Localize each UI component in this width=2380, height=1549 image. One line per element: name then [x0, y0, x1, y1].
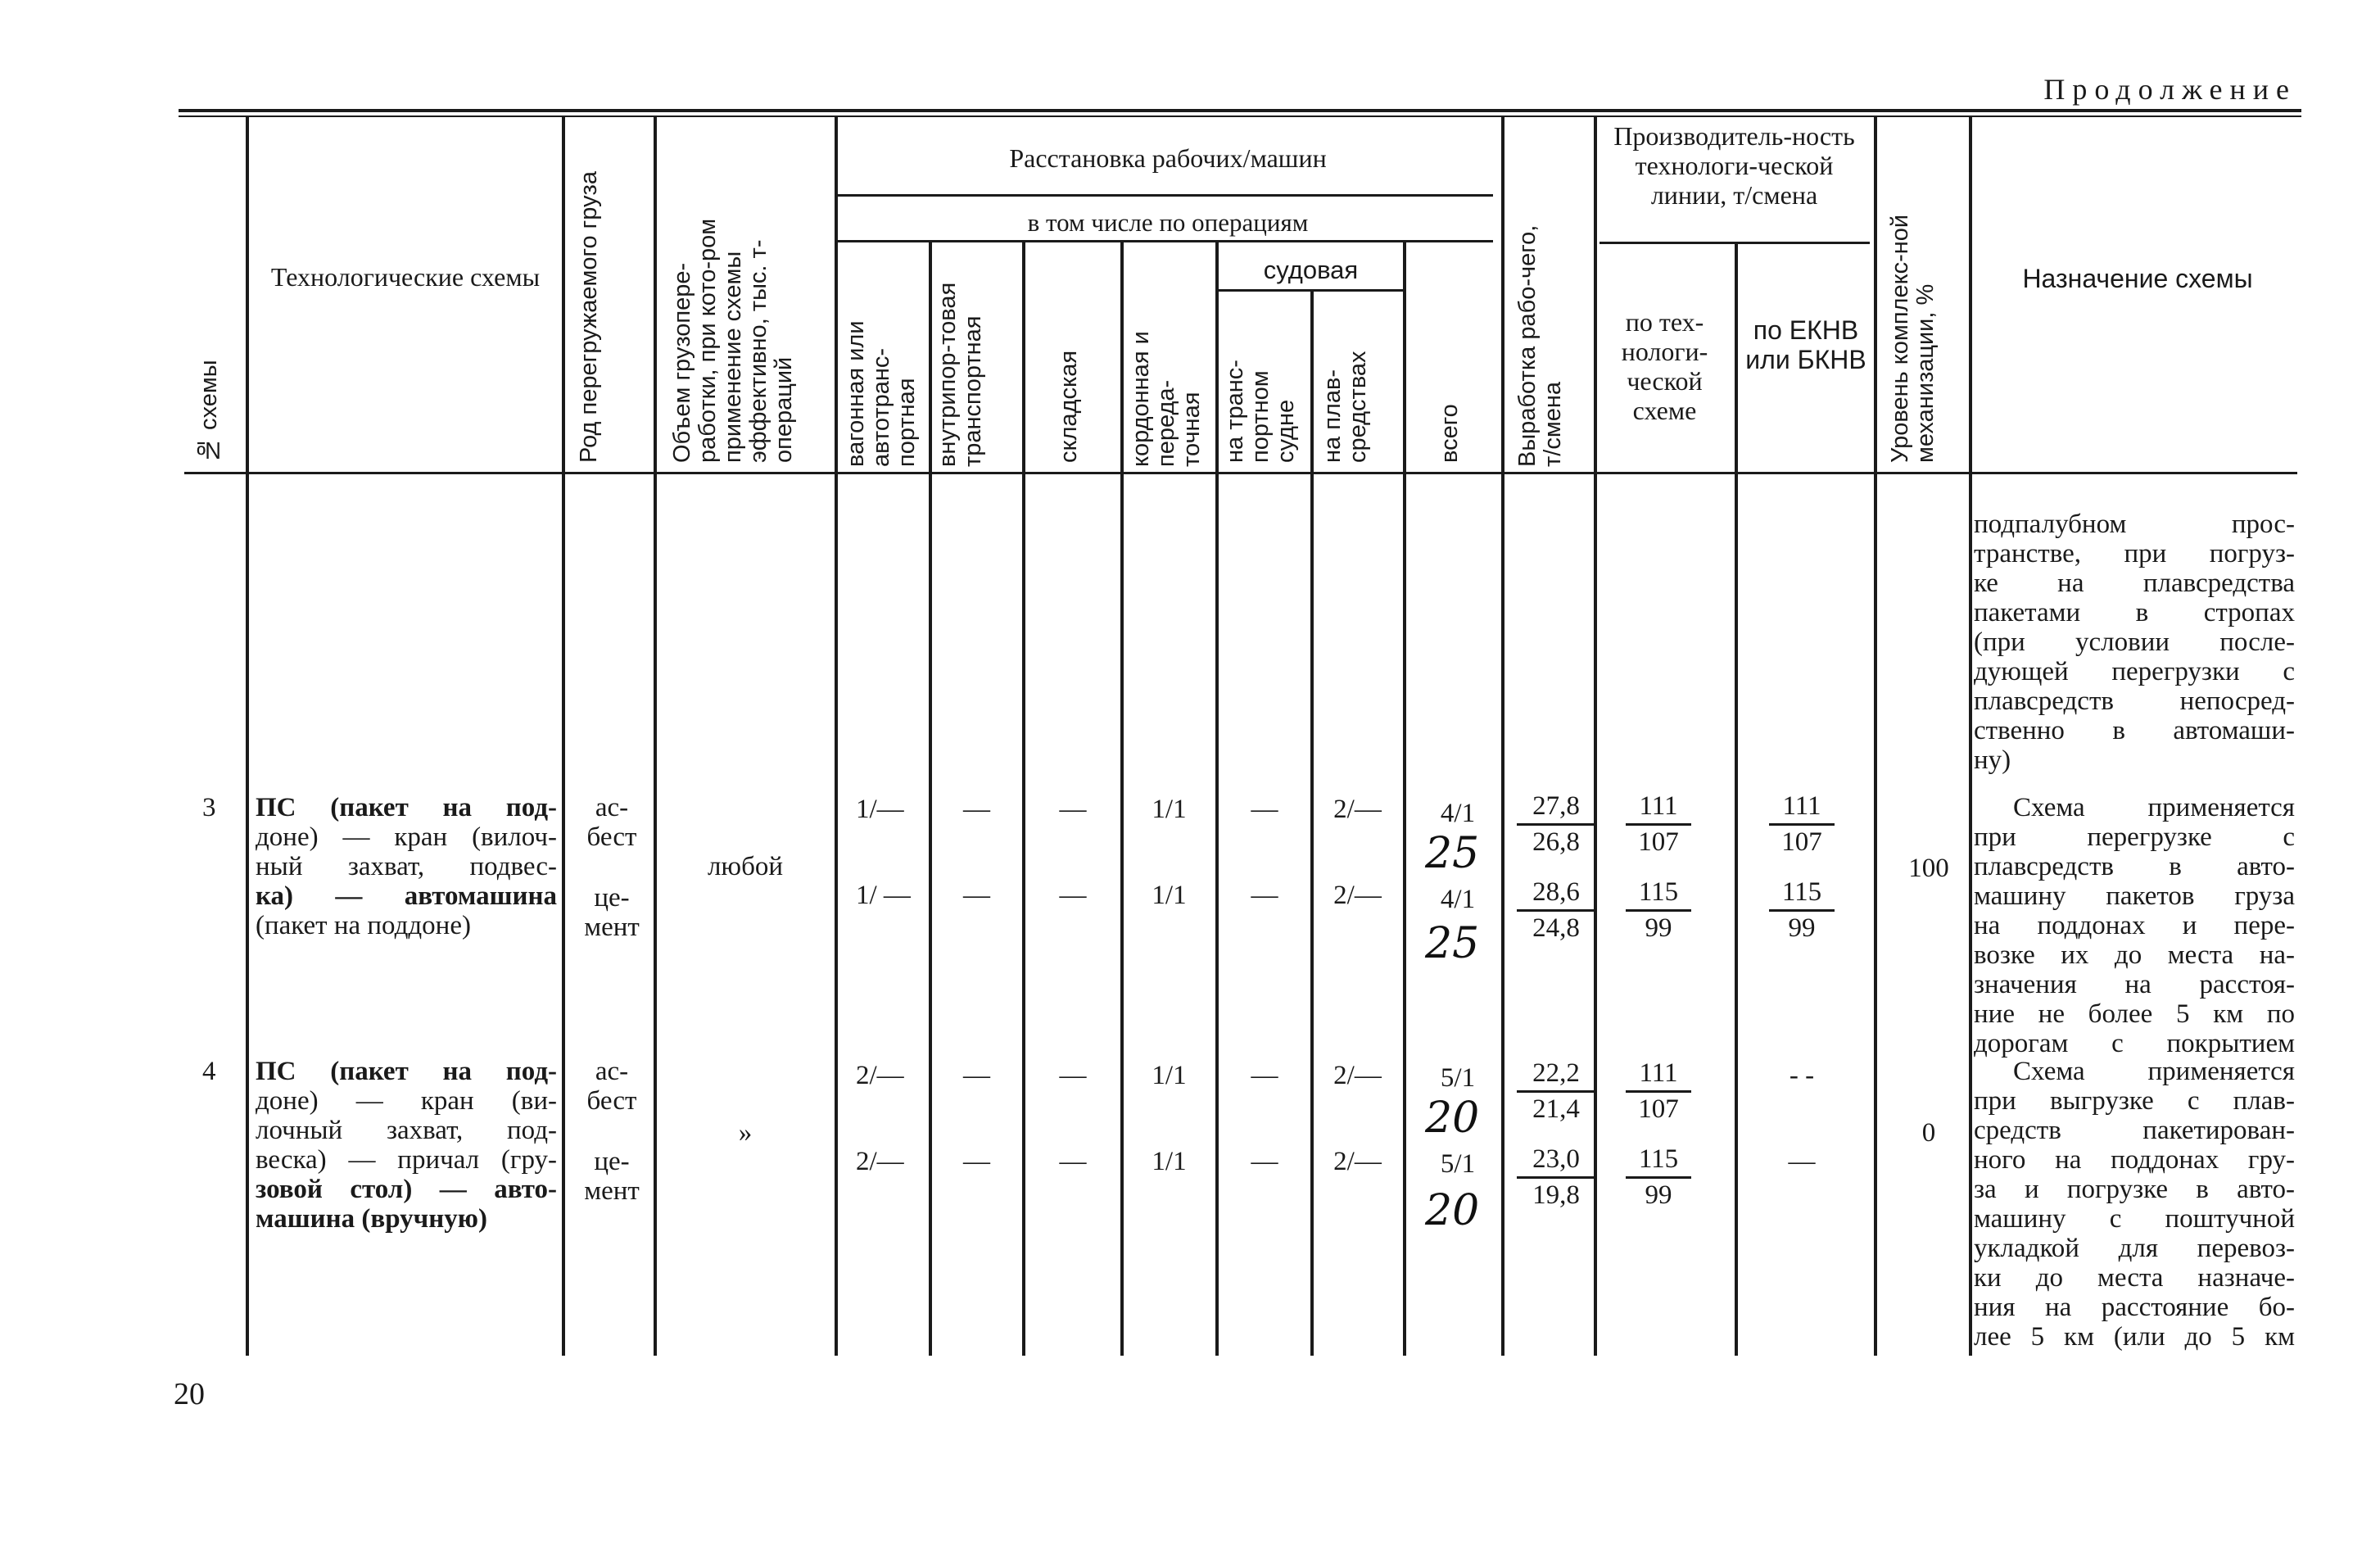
output-fraction: $\frac{22,2}{21,4}$ — [1517, 1058, 1595, 1125]
purpose-line: машину пакетов груза — [1974, 881, 2295, 911]
floating-value: 2/— — [1333, 881, 1382, 910]
header-floating: на плав-средствах — [1319, 351, 1371, 463]
handwritten-note: 25 — [1425, 829, 1480, 878]
purpose-line: пакетами в стропах — [1974, 598, 2295, 627]
col-divider-15 — [1969, 117, 1972, 1356]
cargo-asbestos: ас- бест — [586, 1057, 637, 1116]
transport-vessel-value: — — [1251, 1147, 1278, 1176]
col-divider-7 — [1120, 240, 1124, 1356]
prod-eknv-value: - - — [1789, 1061, 1815, 1090]
purpose-line: плавсредств непосред- — [1974, 686, 2295, 716]
header-ship-group: судовая — [1263, 256, 1359, 284]
purpose-line: ние не более 5 км по — [1974, 999, 2295, 1029]
scheme-line: веска) — причал (гру- — [256, 1145, 557, 1175]
warehouse-value: — — [1059, 795, 1087, 824]
output-fraction: $\frac{27,8}{26,8}$ — [1517, 791, 1595, 858]
purpose-line: Схема применяется — [2013, 793, 2295, 822]
total-value: 5/1 — [1440, 1149, 1476, 1179]
col-divider-13 — [1735, 244, 1738, 1356]
wagon-value: 1/— — [856, 795, 904, 824]
scheme-line: ПС (пакет на под- — [256, 1057, 557, 1086]
cordon-value: 1/1 — [1152, 881, 1187, 910]
col-divider-9 — [1310, 292, 1314, 1356]
purpose-continuation — [1974, 510, 2295, 775]
header-cargo-kind: Род перегружаемого груза — [576, 171, 602, 463]
col-divider-10 — [1403, 240, 1406, 1356]
col-divider-3 — [654, 117, 657, 1356]
prod-tech-fraction: $\frac{115}{99}$ — [1626, 1144, 1691, 1211]
warehouse-value: — — [1059, 1147, 1087, 1176]
cargo-cement: це- мент — [584, 1147, 640, 1206]
col-divider-14 — [1874, 117, 1877, 1356]
floating-value: 2/— — [1333, 795, 1382, 824]
purpose-line: лее 5 км (или до 5 км — [1974, 1322, 2295, 1352]
output-fraction: $\frac{23,0}{19,8}$ — [1517, 1144, 1595, 1211]
transport-vessel-value: — — [1251, 795, 1278, 824]
cargo-asbestos: ас- бест — [586, 793, 637, 852]
cargo-cement: це- мент — [584, 883, 640, 942]
cordon-value: 1/1 — [1152, 1061, 1187, 1090]
header-warehouse: складская — [1056, 350, 1082, 463]
col-divider-4 — [835, 117, 838, 1356]
table-top-rule-2 — [179, 115, 2301, 117]
scheme-description — [256, 1057, 557, 1234]
prod-eknv-fraction: $\frac{111}{107}$ — [1769, 791, 1835, 858]
cordon-value: 1/1 — [1152, 795, 1187, 824]
prod-tech-fraction: $\frac{111}{107}$ — [1626, 791, 1691, 858]
header-by-eknv: по ЕКНВ или БКНВ — [1745, 315, 1866, 374]
output-fraction: $\frac{28,6}{24,8}$ — [1517, 877, 1595, 944]
transport-vessel-value: — — [1251, 881, 1278, 910]
scheme-line: ка) — автомашина — [256, 881, 557, 911]
scheme-line: лочный захват, под- — [256, 1116, 557, 1145]
cordon-value: 1/1 — [1152, 1147, 1187, 1176]
prod-eknv-value: — — [1788, 1147, 1816, 1176]
volume-value: » — [738, 1118, 753, 1148]
mech-level-value: 100 — [1908, 854, 1949, 883]
scheme-line: доне) — кран (ви- — [256, 1086, 557, 1116]
col-divider-5 — [929, 240, 932, 1356]
scheme-line: ПС (пакет на под- — [256, 793, 557, 822]
intraport-value: — — [963, 795, 990, 824]
purpose-line: ственно в автомаши- — [1974, 716, 2295, 745]
purpose-line: (при условии после- — [1974, 627, 2295, 657]
header-cordon: кордонная и переда-точная — [1128, 331, 1205, 467]
header-volume: Объем грузопере-работки, при кото-ром применение схемы эффективно, тыс. т-операций — [669, 218, 797, 463]
warehouse-value: — — [1059, 881, 1087, 910]
intraport-value: — — [963, 1147, 990, 1176]
header-output: Выработка рабо-чего, т/смена — [1514, 224, 1566, 467]
col-divider-11 — [1501, 117, 1504, 1356]
handwritten-note: 20 — [1425, 1186, 1480, 1235]
total-value: 5/1 — [1440, 1063, 1476, 1093]
purpose-line: ного на поддонах гру- — [1974, 1145, 2295, 1175]
prod-eknv-fraction: $\frac{115}{99}$ — [1769, 877, 1835, 944]
purpose-line: на поддонах и пере- — [1974, 911, 2295, 940]
col-divider-8 — [1215, 240, 1219, 1356]
handwritten-note: 25 — [1425, 919, 1480, 968]
header-scheme-no: № схемы — [196, 360, 222, 463]
purpose-line: ке на плавсредства — [1974, 568, 2295, 598]
handwritten-note: 20 — [1425, 1094, 1480, 1143]
col-divider-6 — [1022, 240, 1025, 1356]
prod-tech-fraction: $\frac{115}{99}$ — [1626, 877, 1691, 944]
header-purpose: Назначение схемы — [2022, 264, 2253, 293]
total-value: 4/1 — [1440, 799, 1476, 828]
header-by-tech-scheme: по тех-нологи-ческой схеме — [1621, 307, 1708, 425]
header-wagon: вагонная или автотранс-портная — [843, 320, 920, 467]
purpose-line: Схема применяется — [2013, 1057, 2295, 1086]
header-transport-vessel: на транс-портном судне — [1222, 360, 1299, 463]
purpose-text — [1974, 793, 2295, 1058]
purpose-line: ки до места назначе- — [1974, 1263, 2295, 1293]
intraport-value: — — [963, 881, 990, 910]
scheme-number: 3 — [202, 793, 216, 822]
header-total: всего — [1437, 404, 1463, 463]
prod-tech-fraction: $\frac{111}{107}$ — [1626, 1058, 1691, 1125]
volume-value: любой — [707, 852, 784, 881]
purpose-line: дующей перегрузки с — [1974, 657, 2295, 686]
floating-value: 2/— — [1333, 1147, 1382, 1176]
col-divider-1 — [246, 117, 249, 1356]
header-bottom-rule — [184, 472, 2297, 474]
purpose-line: дорогам с покрытием — [1974, 1029, 2295, 1058]
scheme-line: доне) — кран (вилоч- — [256, 822, 557, 852]
purpose-line: машину с поштучной — [1974, 1204, 2295, 1234]
header-mech-level: Уровень комплекс-ной механизации, % — [1887, 214, 1939, 463]
purpose-line: значения на расстоя- — [1974, 970, 2295, 999]
scheme-line: (пакет на поддоне) — [256, 911, 471, 940]
table-top-rule — [179, 109, 2301, 112]
purpose-line: средств пакетирован- — [1974, 1116, 2295, 1145]
purpose-line: транстве, при погруз- — [1974, 539, 2295, 568]
purpose-line: укладкой для перевоз- — [1974, 1234, 2295, 1263]
purpose-text — [1974, 1057, 2295, 1352]
scheme-description — [256, 793, 557, 940]
placement-subrule — [838, 194, 1493, 197]
purpose-line: при перегрузке с — [1974, 822, 2295, 852]
header-by-operations: в том числе по операциям — [1027, 208, 1309, 237]
page-number: 20 — [174, 1377, 205, 1411]
floating-value: 2/— — [1333, 1061, 1382, 1090]
header-tech-schemes: Технологические схемы — [270, 262, 541, 292]
scheme-line: зовой стол) — авто- — [256, 1175, 557, 1204]
wagon-value: 1/ — — [856, 881, 911, 910]
wagon-value: 2/— — [856, 1147, 904, 1176]
continuation-label: Продолжение — [2043, 73, 2296, 106]
header-intraport: внутрипор-товая транспортная — [934, 282, 986, 467]
total-value: 4/1 — [1440, 885, 1476, 914]
purpose-line: подпалубном прос- — [1974, 510, 2295, 539]
purpose-line: за и погрузке в авто- — [1974, 1175, 2295, 1204]
purpose-line: возке их до места на- — [1974, 940, 2295, 970]
col-divider-2 — [562, 117, 565, 1356]
scheme-line: ный захват, подвес- — [256, 852, 557, 881]
intraport-value: — — [963, 1061, 990, 1090]
purpose-line: при выгрузке с плав- — [1974, 1086, 2295, 1116]
scheme-line: машина (вручную) — [256, 1204, 487, 1234]
operations-subrule — [838, 240, 1493, 242]
purpose-line: ну) — [1974, 745, 2011, 775]
purpose-line: ния на расстояние бо- — [1974, 1293, 2295, 1322]
scheme-number: 4 — [202, 1057, 216, 1086]
header-placement: Расстановка рабочих/машин — [1009, 143, 1327, 173]
header-productivity: Производитель-ность технологи-ческой линии, т/смена — [1613, 121, 1855, 210]
wagon-value: 2/— — [856, 1061, 904, 1090]
warehouse-value: — — [1059, 1061, 1087, 1090]
mech-level-value: 0 — [1921, 1118, 1936, 1148]
transport-vessel-value: — — [1251, 1061, 1278, 1090]
purpose-line: плавсредств в авто- — [1974, 852, 2295, 881]
